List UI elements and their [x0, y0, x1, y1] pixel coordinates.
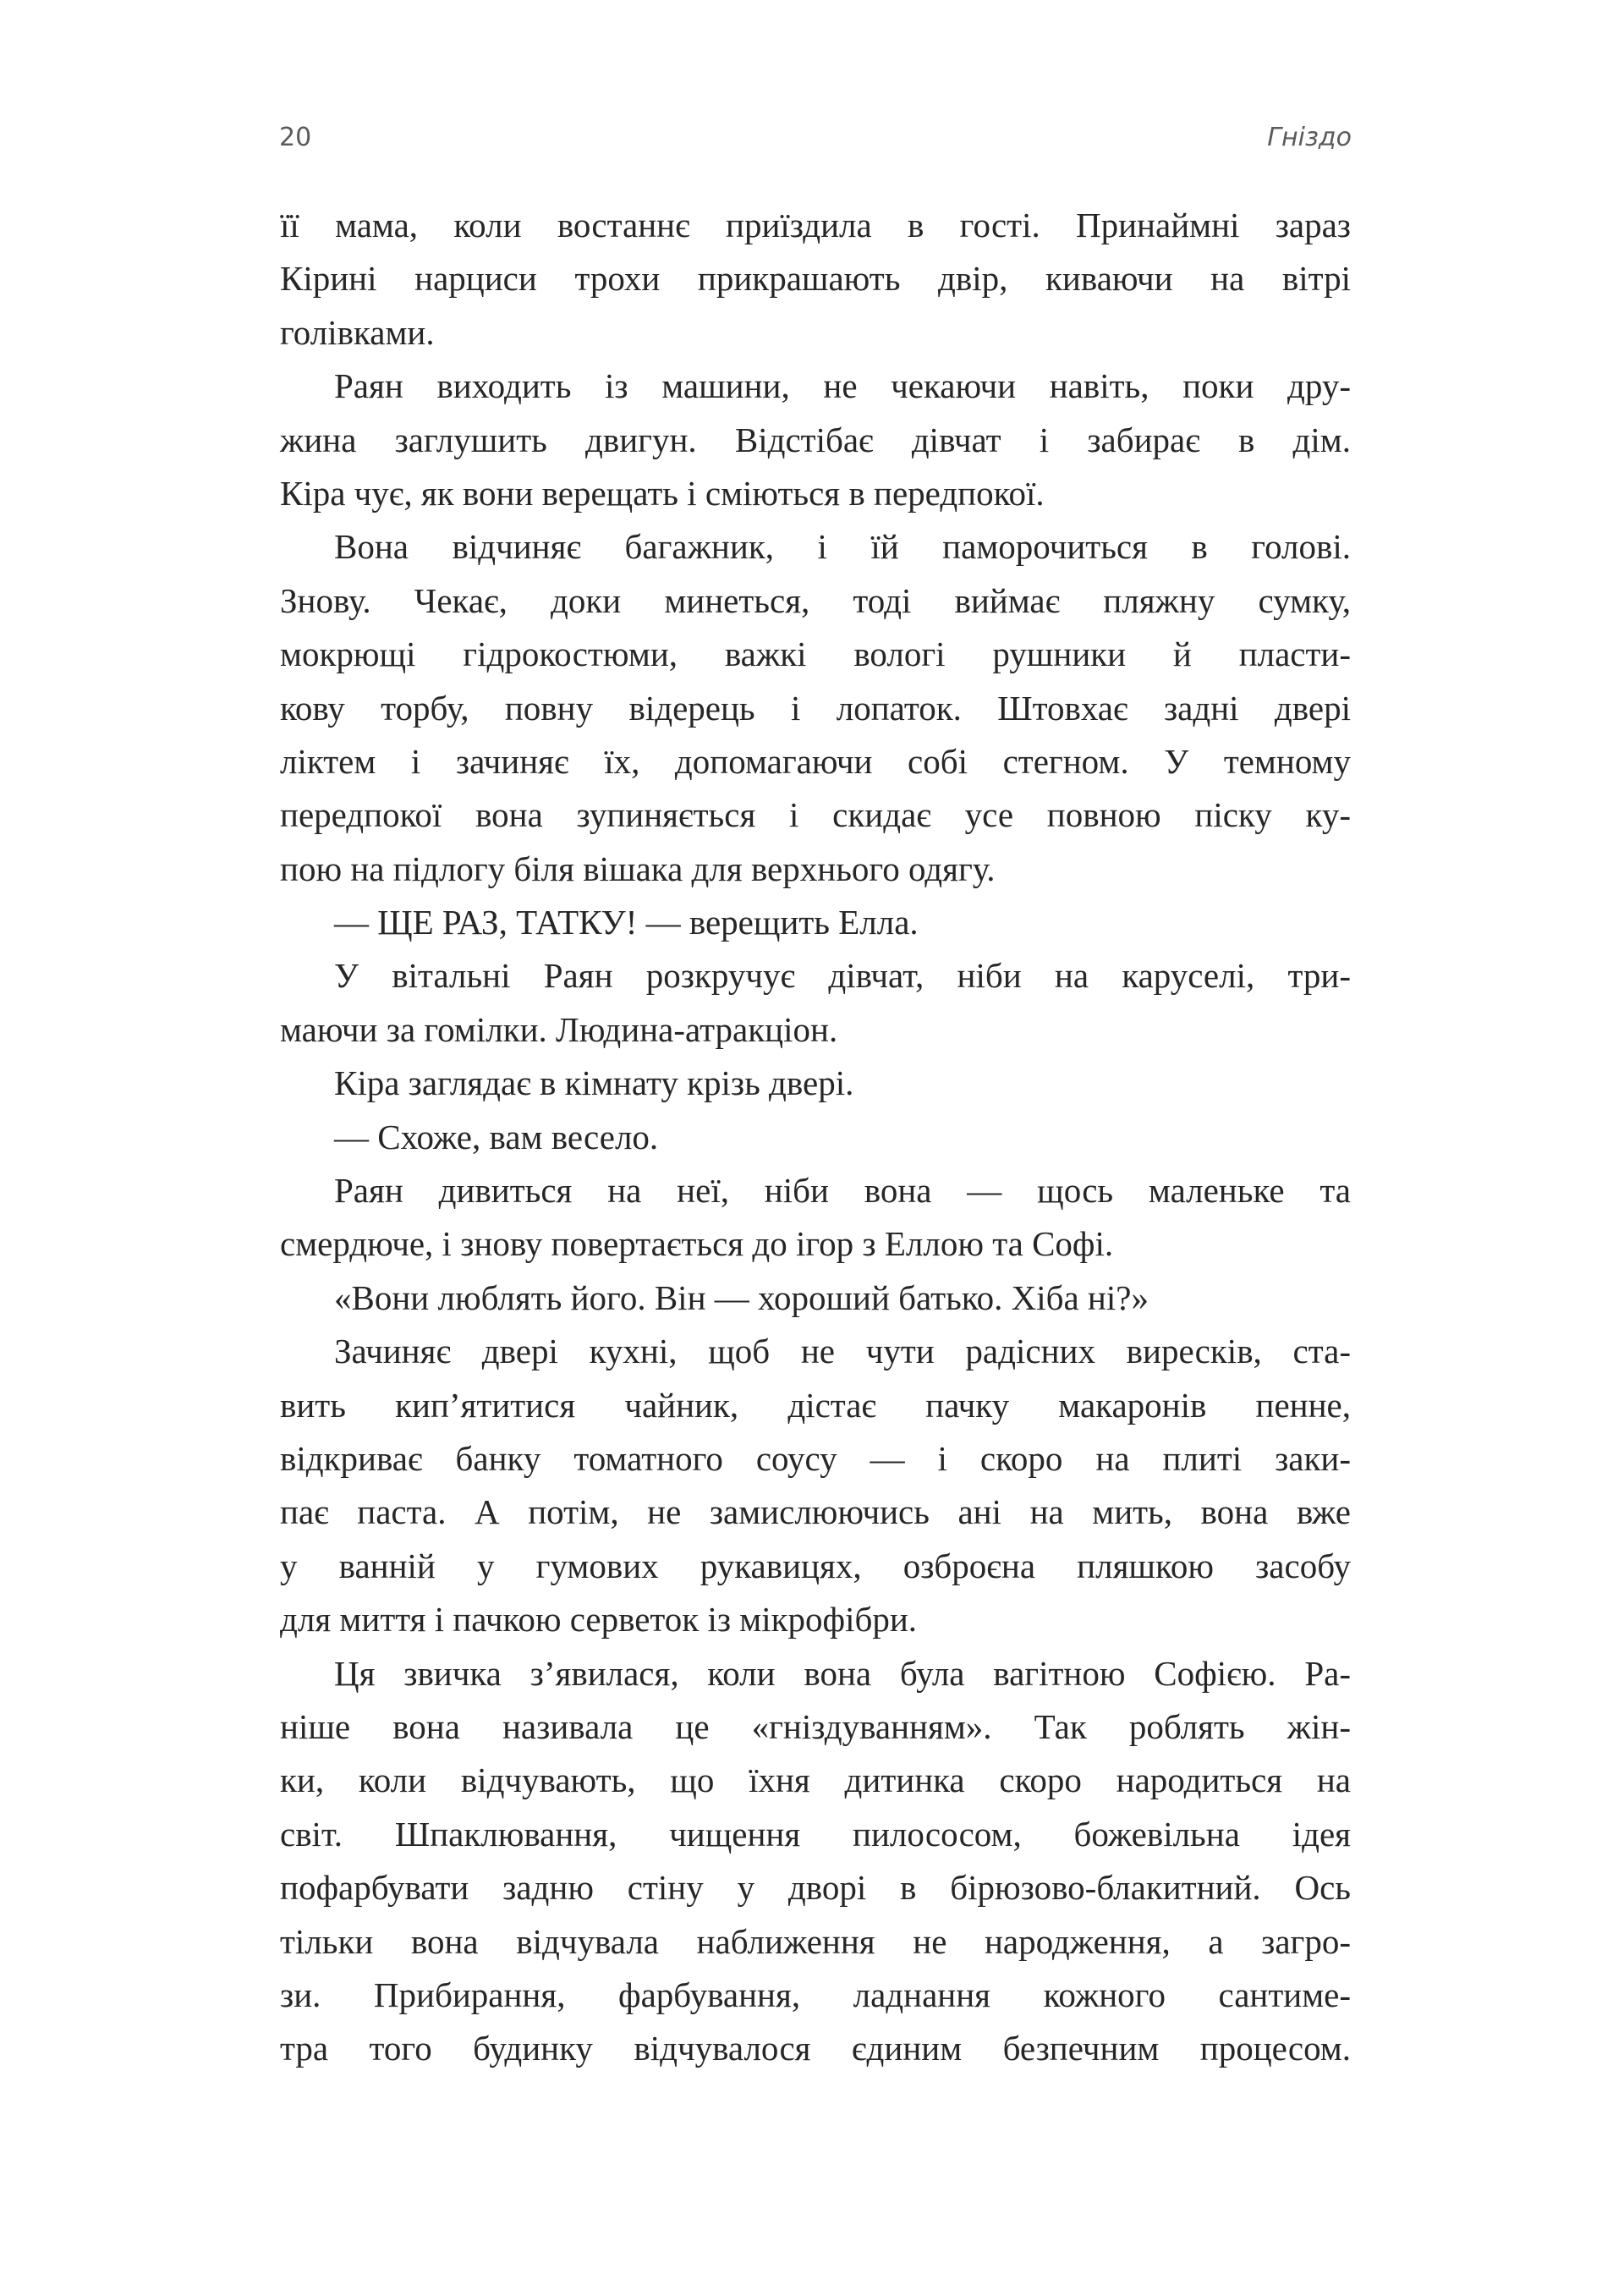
page-header [279, 118, 1352, 157]
running-title: Гніздо [1267, 123, 1352, 152]
text-line: передпокої вона зупиняється і скидає усе повною піску ку- [280, 795, 1351, 835]
text-line: світ. Шпаклювання, чищення пилососом, божевільна ідея [280, 1814, 1351, 1854]
page-number: 20 [279, 123, 312, 152]
text-line: тра того будинку відчувалося єдиним безпечним процесом. [280, 2029, 1351, 2068]
text-line: її мама, коли востаннє приїздила в гості. Принаймні зараз [280, 206, 1351, 244]
body-text [280, 199, 1351, 2076]
text-line: Зачиняє двері кухні, щоб не чути радісних виресків, ста- [334, 1332, 1351, 1371]
text-line: тільки вона відчувала наближення не народження, а загро- [280, 1921, 1351, 1961]
text-line: мокрющі гідрокостюми, важкі вологі рушники й пласти- [280, 634, 1351, 674]
text-line: маючи за гомілки. Людина-атракціон. [280, 1009, 838, 1049]
text-line: ніше вона називала це «гніздуванням». Так роблять жін- [280, 1706, 1351, 1746]
text-line: Ця звичка з’явилася, коли вона була вагітною Софією. Ра- [334, 1653, 1351, 1693]
text-line: пає паста. А потім, не замислюючись ані на мить, вона вже [280, 1492, 1351, 1532]
text-line: жина заглушить двигун. Відстібає дівчат і забирає в дім. [280, 420, 1351, 459]
text-line: Кіра заглядає в кімнату крізь двері. [334, 1063, 854, 1103]
text-line: У вітальні Раян розкручує дівчат, ніби на каруселі, три- [334, 956, 1351, 996]
text-line: ліктем і зачиняє їх, допомагаючи собі стегном. У темному [280, 741, 1351, 781]
text-line: — Схоже, вам весело. [334, 1117, 659, 1156]
text-line: «Вони люблять його. Він — хороший батько. Хіба ні?» [334, 1277, 1149, 1317]
text-line: для миття і пачкою серветок із мікрофібри. [280, 1600, 918, 1640]
text-line: — ЩЕ РАЗ, ТАТКУ! — верещить Елла. [334, 903, 919, 942]
text-line: голівками. [280, 312, 435, 352]
text-line: кову торбу, повну відерець і лопаток. Штовхає задні двері [280, 688, 1351, 728]
text-line: ки, коли відчувають, що їхня дитинка скоро народиться на [280, 1760, 1351, 1800]
text-line: відкриває банку томатного соусу — і скоро на плиті заки- [280, 1438, 1351, 1478]
text-line: Кіра чує, як вони верещать і сміються в передпокої. [280, 473, 1045, 513]
text-line: пою на підлогу біля вішака для верхнього одягу. [280, 849, 996, 888]
text-line: зи. Прибирання, фарбування, ладнання кожного сантиме- [280, 1975, 1351, 2014]
text-line: смердюче, і знову повертається до ігор з Еллою та Софі. [280, 1224, 1114, 1264]
text-line: у ванній у гумових рукавицях, озброєна пляшкою засобу [280, 1546, 1351, 1585]
text-line: Раян дивиться на неї, ніби вона — щось маленьке та [334, 1171, 1351, 1211]
text-line: пофарбувати задню стіну у дворі в бірюзово-блакитний. Ось [280, 1868, 1351, 1908]
text-line: Раян виходить із машини, не чекаючи навіть, поки дру- [334, 366, 1351, 406]
text-line: Вона відчиняє багажник, і їй паморочиться в голові. [334, 527, 1351, 567]
text-line: вить кип’ятитися чайник, дістає пачку макаронів пенне, [280, 1385, 1351, 1425]
text-line: Знову. Чекає, доки минеться, тоді виймає пляжну сумку, [280, 580, 1351, 620]
text-line: Кірині нарциси трохи прикрашають двір, киваючи на вітрі [280, 259, 1351, 299]
